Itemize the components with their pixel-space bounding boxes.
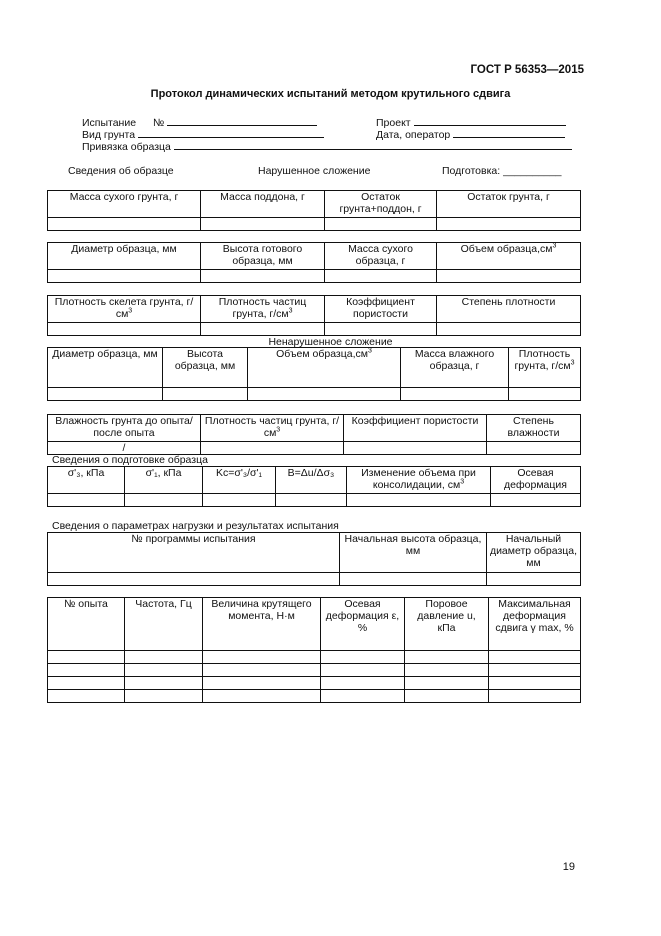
- project-label: Проект: [376, 117, 411, 129]
- table-row: [48, 651, 581, 664]
- header-cell: σ'₁, кПа: [125, 467, 203, 494]
- data-cell[interactable]: [203, 651, 321, 664]
- data-cell[interactable]: [340, 573, 487, 586]
- header-cell: Масса сухого образца, г: [325, 243, 437, 270]
- data-cell[interactable]: [125, 494, 203, 507]
- data-cell[interactable]: [48, 323, 201, 336]
- header-cell: Высота образца, мм: [163, 348, 248, 388]
- header-cell: Плотность скелета грунта, $г/см^3$: [48, 296, 201, 323]
- dry-mass-table: [47, 190, 581, 231]
- moisture-cell[interactable]: /: [48, 442, 201, 455]
- header-cell: Частота, Гц: [125, 598, 203, 651]
- number-label: №: [153, 117, 165, 129]
- data-cell[interactable]: [405, 664, 489, 677]
- header-cell: Остаток грунта, г: [437, 191, 581, 218]
- data-cell[interactable]: [203, 690, 321, 703]
- date-operator-field[interactable]: [453, 127, 565, 138]
- data-cell[interactable]: [321, 677, 405, 690]
- data-cell[interactable]: [201, 323, 325, 336]
- preparation-label: Сведения о подготовке образца: [52, 454, 208, 466]
- data-cell[interactable]: [248, 388, 401, 401]
- data-cell[interactable]: [347, 494, 491, 507]
- data-cell[interactable]: [276, 494, 347, 507]
- header-cell: Высота готового образца, мм: [201, 243, 325, 270]
- header-cell: Степень плотности: [437, 296, 581, 323]
- data-cell[interactable]: [325, 270, 437, 283]
- soil-type-label: Вид грунта: [82, 129, 136, 141]
- undisturbed-table: [47, 347, 581, 401]
- data-cell[interactable]: [437, 270, 581, 283]
- data-cell[interactable]: [125, 690, 203, 703]
- header-cell: Коэффициент пористости: [325, 296, 437, 323]
- data-cell[interactable]: [203, 494, 276, 507]
- header-cell: Плотность частиц грунта, $г/см^3$: [201, 415, 344, 442]
- header-cell: Диаметр образца, мм: [48, 243, 201, 270]
- data-cell[interactable]: [489, 690, 581, 703]
- header-cell: Максимальная деформация сдвига γ max, %: [489, 598, 581, 651]
- header-cell: Осевая деформация ε, %: [321, 598, 405, 651]
- data-cell[interactable]: [48, 677, 125, 690]
- data-cell[interactable]: [325, 218, 437, 231]
- data-cell[interactable]: [201, 270, 325, 283]
- data-cell[interactable]: [163, 388, 248, 401]
- data-cell[interactable]: [489, 664, 581, 677]
- table-row: [48, 677, 581, 690]
- data-cell[interactable]: [487, 573, 581, 586]
- header-cell: Объем $образца,см^3$: [248, 348, 401, 388]
- data-cell[interactable]: [201, 218, 325, 231]
- data-cell[interactable]: [401, 388, 509, 401]
- header-cell: Масса поддона, г: [201, 191, 325, 218]
- data-cell[interactable]: [489, 651, 581, 664]
- header-cell: № опыта: [48, 598, 125, 651]
- header-cell: Плотность грунта, $г/см^3$: [509, 348, 581, 388]
- preparation-table: [47, 466, 581, 507]
- loading-label: Сведения о параметрах нагрузки и результатах испытания: [52, 520, 339, 532]
- header-cell: Коэффициент пористости: [344, 415, 487, 442]
- header-cell: Плотность частиц грунта, $г/см^3$: [201, 296, 325, 323]
- header-cell: σ'₃, кПа: [48, 467, 125, 494]
- header-cell: Величина крутящего момента, Н·м: [203, 598, 321, 651]
- data-cell[interactable]: [125, 664, 203, 677]
- loading-table: [47, 532, 581, 586]
- data-cell[interactable]: [125, 651, 203, 664]
- data-cell[interactable]: [405, 677, 489, 690]
- data-cell[interactable]: [491, 494, 581, 507]
- table-row: [48, 664, 581, 677]
- sample-binding-label: Привязка образца: [82, 141, 171, 153]
- header-cell: Диаметр образца, мм: [48, 348, 163, 388]
- header-cell: № программы испытания: [48, 533, 340, 573]
- density-table: [47, 295, 581, 336]
- data-cell[interactable]: [203, 664, 321, 677]
- header-cell: Остаток грунта+поддон, г: [325, 191, 437, 218]
- header-cell: Изменение объема при консолидации, $см^3$: [347, 467, 491, 494]
- data-cell[interactable]: [487, 442, 581, 455]
- data-cell[interactable]: [48, 270, 201, 283]
- data-cell[interactable]: [48, 388, 163, 401]
- project-field[interactable]: [414, 115, 566, 126]
- data-cell[interactable]: [48, 494, 125, 507]
- results-table: [47, 597, 581, 703]
- header-cell: Степень влажности: [487, 415, 581, 442]
- header-cell: Поровое давление u, кПа: [405, 598, 489, 651]
- standard-number: ГОСТ Р 56353—2015: [470, 64, 584, 76]
- data-cell[interactable]: [344, 442, 487, 455]
- disturbed-label: Нарушенное сложение: [258, 165, 371, 177]
- data-cell[interactable]: [48, 573, 340, 586]
- sample-binding-field[interactable]: [174, 139, 572, 150]
- data-cell[interactable]: [437, 323, 581, 336]
- data-cell[interactable]: [48, 690, 125, 703]
- header-cell: Объем $образца,см^3$: [437, 243, 581, 270]
- test-number-field[interactable]: [167, 115, 317, 126]
- data-cell[interactable]: [509, 388, 581, 401]
- data-cell[interactable]: [489, 677, 581, 690]
- sample-dimensions-table: [47, 242, 581, 283]
- sample-info-label: Сведения об образце: [68, 165, 174, 177]
- page-title: Протокол динамических испытаний методом крутильного сдвига: [150, 88, 511, 100]
- header-cell: Начальная высота образца, мм: [340, 533, 487, 573]
- header-cell: Начальный диаметр образца, мм: [487, 533, 581, 573]
- header-cell: Масса сухого грунта, г: [48, 191, 201, 218]
- data-cell[interactable]: [321, 651, 405, 664]
- sample-binding-line: [82, 139, 572, 153]
- page-number: 19: [562, 861, 575, 873]
- header-cell: Осевая деформация: [491, 467, 581, 494]
- data-cell[interactable]: [48, 651, 125, 664]
- data-cell[interactable]: [201, 442, 344, 455]
- moisture-table: [47, 414, 581, 455]
- test-label: Испытание: [82, 117, 137, 129]
- data-cell[interactable]: [405, 651, 489, 664]
- data-cell[interactable]: [203, 677, 321, 690]
- soil-type-field[interactable]: [138, 127, 324, 138]
- header-cell: Kc=σ'₃/σ'₁: [203, 467, 276, 494]
- data-cell[interactable]: [48, 218, 201, 231]
- data-cell[interactable]: [437, 218, 581, 231]
- data-cell[interactable]: [48, 664, 125, 677]
- data-cell[interactable]: [405, 690, 489, 703]
- date-operator-label: Дата, оператор: [376, 129, 451, 141]
- undisturbed-label: Ненарушенное сложение: [268, 336, 393, 348]
- header-cell: Масса влажного образца, г: [401, 348, 509, 388]
- data-cell[interactable]: [321, 664, 405, 677]
- data-cell[interactable]: [321, 690, 405, 703]
- table-row: [48, 690, 581, 703]
- header-cell: B=Δu/Δσ₃: [276, 467, 347, 494]
- preparation-field[interactable]: Подготовка: __________: [442, 165, 562, 177]
- header-cell: Влажность грунта до опыта/после опыта: [48, 415, 201, 442]
- data-cell[interactable]: [125, 677, 203, 690]
- data-cell[interactable]: [325, 323, 437, 336]
